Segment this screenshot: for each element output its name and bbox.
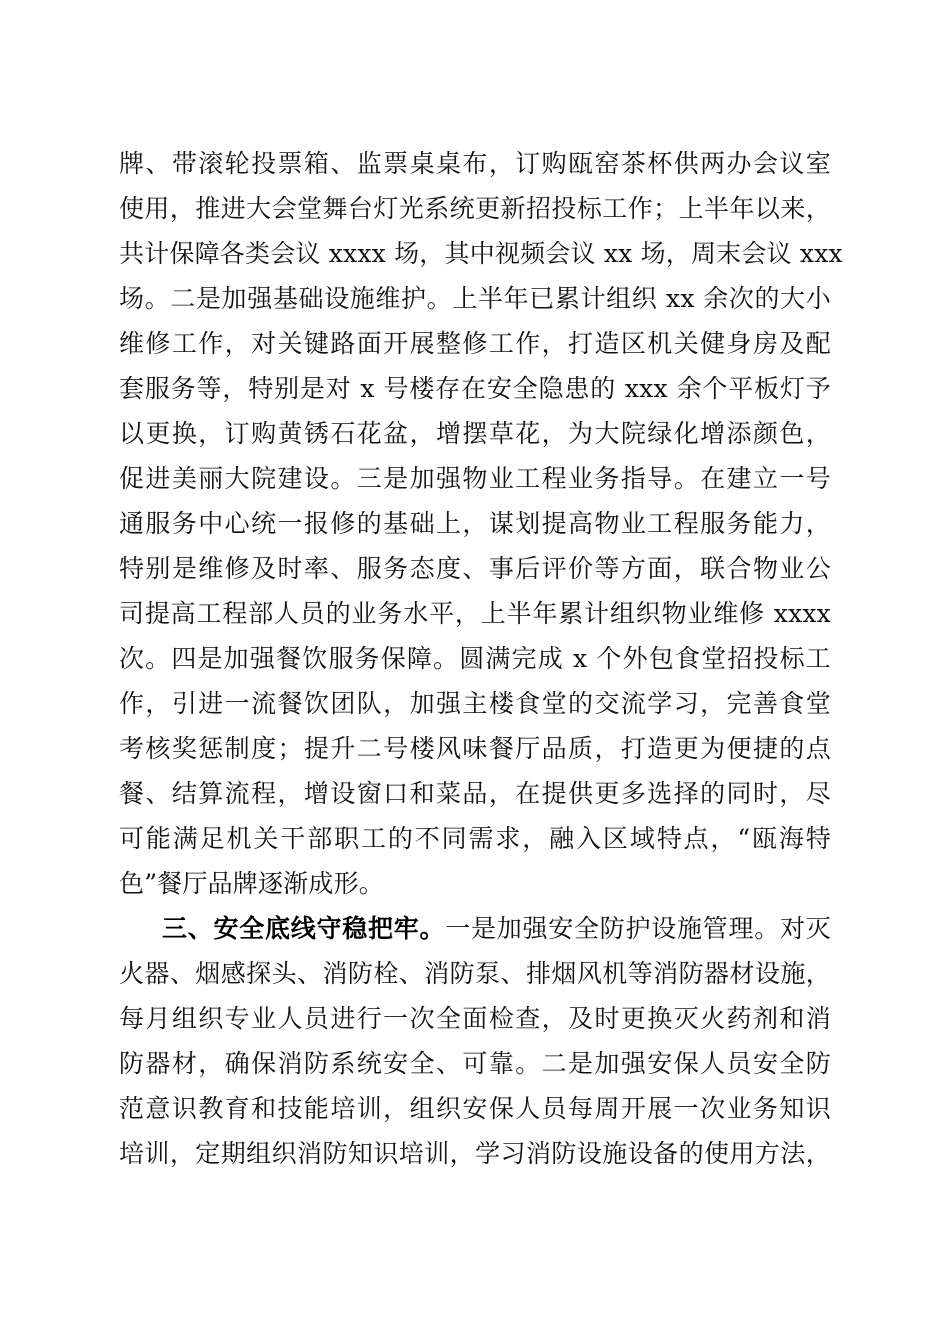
paragraph-line: 次。四是加强餐饮服务保障。圆满完成 x 个外包食堂招投标工 <box>119 644 831 673</box>
section-3-first-line <box>162 906 831 952</box>
paragraph-line: 防器材，确保消防系统安全、可靠。二是加强安保人员安全防 <box>119 1049 831 1078</box>
paragraph-line: 餐、结算流程，增设窗口和菜品，在提供更多选择的同时，尽 <box>119 779 831 808</box>
section-3-heading: 三、安全底线守稳把牢。 <box>162 914 446 943</box>
paragraph-line: 场。二是加强基础设施维护。上半年已累计组织 xx 余次的大小 <box>119 284 831 313</box>
paragraph-line: 可能满足机关干部职工的不同需求，融入区域特点，“瓯海特 <box>119 824 831 853</box>
paragraph-line: 通服务中心统一报修的基础上，谋划提高物业工程服务能力， <box>119 509 831 538</box>
paragraph-line: 以更换，订购黄锈石花盆，增摆草花，为大院绿化增添颜色， <box>119 419 831 448</box>
paragraph-line: 牌、带滚轮投票箱、监票桌桌布，订购瓯窑茶杯供两办会议室 <box>119 149 831 178</box>
paragraph-line: 司提高工程部人员的业务水平，上半年累计组织物业维修 xxxx <box>119 599 831 628</box>
paragraph-line: 特别是维修及时率、服务态度、事后评价等方面，联合物业公 <box>119 554 831 583</box>
paragraph-line: 使用，推进大会堂舞台灯光系统更新招投标工作；上半年以来， <box>119 194 831 223</box>
paragraph-line: 作，引进一流餐饮团队，加强主楼食堂的交流学习，完善食堂 <box>119 689 831 718</box>
paragraph-line: 促进美丽大院建设。三是加强物业工程业务指导。在建立一号 <box>119 464 831 493</box>
paragraph-line: 维修工作，对关键路面开展整修工作，打造区机关健身房及配 <box>119 329 831 358</box>
paragraph-line: 火器、烟感探头、消防栓、消防泵、排烟风机等消防器材设施， <box>119 959 831 988</box>
paragraph-line: 考核奖惩制度；提升二号楼风味餐厅品质，打造更为便捷的点 <box>119 734 831 763</box>
paragraph-line: 每月组织专业人员进行一次全面检查，及时更换灭火药剂和消 <box>119 1004 831 1033</box>
paragraph-line: 范意识教育和技能培训，组织安保人员每周开展一次业务知识 <box>119 1094 831 1123</box>
paragraph-line: 共计保障各类会议 xxxx 场，其中视频会议 xx 场，周末会议 xxx <box>119 239 843 268</box>
section-3-first-line-text: 一是加强安全防护设施管理。对灭 <box>445 914 831 943</box>
paragraph-line: 色”餐厅品牌逐渐成形。 <box>119 869 384 898</box>
paragraph-line: 培训，定期组织消防知识培训，学习消防设施设备的使用方法， <box>119 1139 831 1168</box>
paragraph-line: 套服务等，特别是对 x 号楼存在安全隐患的 xxx 余个平板灯予 <box>119 374 831 403</box>
